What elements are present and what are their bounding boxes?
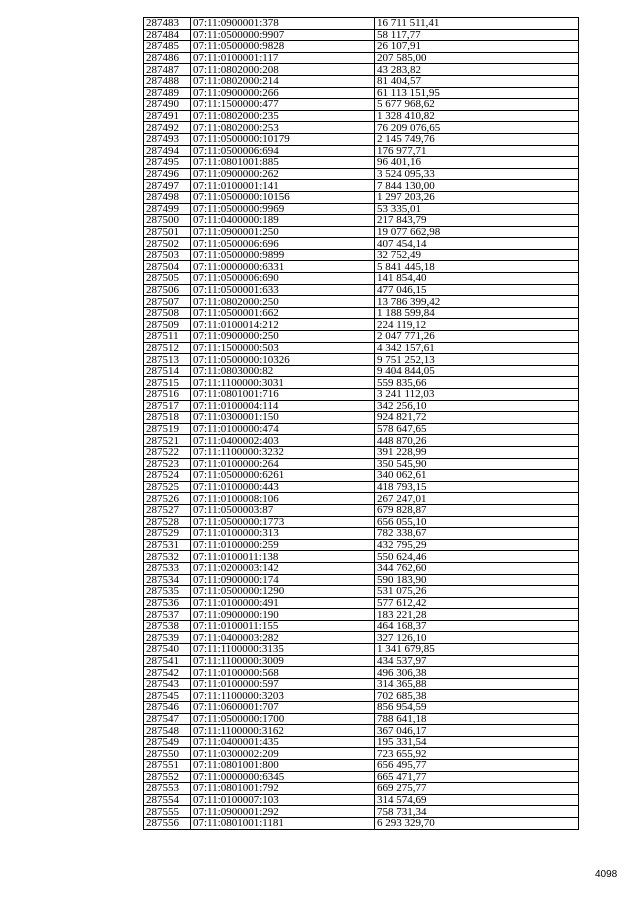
table-row: [144, 516, 579, 528]
row-number-cell: 287506: [144, 284, 191, 296]
cadastral-number-cell: 07:11:0100000:474: [191, 423, 375, 435]
value-cell: 32 752,49: [375, 249, 579, 261]
row-number-cell: 287525: [144, 481, 191, 493]
row-number-cell: 287551: [144, 760, 191, 772]
row-number-cell: 287547: [144, 713, 191, 725]
value-cell: 578 647,65: [375, 423, 579, 435]
table-row: [144, 191, 579, 203]
row-number-cell: 287535: [144, 586, 191, 598]
row-number-cell: 287493: [144, 133, 191, 145]
table-row: [144, 446, 579, 458]
value-cell: 656 055,10: [375, 516, 579, 528]
row-number-cell: 287488: [144, 75, 191, 87]
row-number-cell: 287486: [144, 52, 191, 64]
row-number-cell: 287554: [144, 794, 191, 806]
cadastral-number-cell: 07:11:0900000:266: [191, 87, 375, 99]
value-cell: 96 401,16: [375, 157, 579, 169]
cadastral-number-cell: 07:11:0100011:155: [191, 620, 375, 632]
row-number-cell: 287511: [144, 331, 191, 343]
value-cell: 141 854,40: [375, 273, 579, 285]
row-number-cell: 287518: [144, 412, 191, 424]
cadastral-number-cell: 07:11:0900000:250: [191, 331, 375, 343]
table-row: [144, 760, 579, 772]
cadastral-number-cell: 07:11:0803000:82: [191, 365, 375, 377]
row-number-cell: 287500: [144, 215, 191, 227]
value-cell: 342 256,10: [375, 400, 579, 412]
row-number-cell: 287546: [144, 702, 191, 714]
value-cell: 327 126,10: [375, 632, 579, 644]
value-cell: 1 328 410,82: [375, 110, 579, 122]
row-number-cell: 287540: [144, 644, 191, 656]
row-number-cell: 287519: [144, 423, 191, 435]
cadastral-number-cell: 07:11:0802000:235: [191, 110, 375, 122]
row-number-cell: 287526: [144, 493, 191, 505]
row-number-cell: 287543: [144, 678, 191, 690]
table-row: [144, 284, 579, 296]
cadastral-number-cell: 07:11:0802000:253: [191, 122, 375, 134]
cadastral-number-cell: 07:11:0500001:662: [191, 307, 375, 319]
value-cell: 16 711 511,41: [375, 18, 579, 30]
value-cell: 58 117,77: [375, 29, 579, 41]
table-row: [144, 41, 579, 53]
cadastral-number-cell: 07:11:0100000:568: [191, 667, 375, 679]
table-row: [144, 470, 579, 482]
table-row: [144, 783, 579, 795]
value-cell: 1 341 679,85: [375, 644, 579, 656]
table-row: [144, 655, 579, 667]
table-row: [144, 29, 579, 41]
row-number-cell: 287496: [144, 168, 191, 180]
value-cell: 856 954,59: [375, 702, 579, 714]
table-row: [144, 87, 579, 99]
row-number-cell: 287501: [144, 226, 191, 238]
row-number-cell: 287494: [144, 145, 191, 157]
table-row: [144, 528, 579, 540]
value-cell: 195 331,54: [375, 736, 579, 748]
table-row: [144, 180, 579, 192]
cadastral-number-cell: 07:11:0500006:696: [191, 238, 375, 250]
value-cell: 4 342 157,61: [375, 342, 579, 354]
value-cell: 367 046,17: [375, 725, 579, 737]
row-number-cell: 287497: [144, 180, 191, 192]
row-number-cell: 287528: [144, 516, 191, 528]
table-row: [144, 771, 579, 783]
value-cell: 924 821,72: [375, 412, 579, 424]
table-row: [144, 296, 579, 308]
value-cell: 314 574,69: [375, 794, 579, 806]
value-cell: 217 843,79: [375, 215, 579, 227]
cadastral-number-cell: 07:11:0900001:250: [191, 226, 375, 238]
row-number-cell: 287523: [144, 458, 191, 470]
table-row: [144, 319, 579, 331]
table-row: [144, 794, 579, 806]
value-cell: 2 145 749,76: [375, 133, 579, 145]
row-number-cell: 287548: [144, 725, 191, 737]
value-cell: 669 275,77: [375, 783, 579, 795]
row-number-cell: 287483: [144, 18, 191, 30]
table-row: [144, 99, 579, 111]
cadastral-number-cell: 07:11:0802000:250: [191, 296, 375, 308]
table-row: [144, 678, 579, 690]
table-row: [144, 342, 579, 354]
row-number-cell: 287492: [144, 122, 191, 134]
cadastral-number-cell: 07:11:0100000:313: [191, 528, 375, 540]
row-number-cell: 287505: [144, 273, 191, 285]
value-cell: 577 612,42: [375, 597, 579, 609]
cadastral-number-cell: 07:11:0900000:174: [191, 574, 375, 586]
value-cell: 13 786 399,42: [375, 296, 579, 308]
row-number-cell: 287552: [144, 771, 191, 783]
row-number-cell: 287537: [144, 609, 191, 621]
cadastral-number-cell: 07:11:0900000:190: [191, 609, 375, 621]
value-cell: 53 335,01: [375, 203, 579, 215]
table-row: [144, 713, 579, 725]
value-cell: 407 454,14: [375, 238, 579, 250]
value-cell: 26 107,91: [375, 41, 579, 53]
table-row: [144, 539, 579, 551]
value-cell: 1 297 203,26: [375, 191, 579, 203]
value-cell: 477 046,15: [375, 284, 579, 296]
value-cell: 758 731,34: [375, 806, 579, 818]
table-row: [144, 690, 579, 702]
table-row: [144, 667, 579, 679]
value-cell: 5 841 445,18: [375, 261, 579, 273]
table-row: [144, 725, 579, 737]
row-number-cell: 287517: [144, 400, 191, 412]
cadastral-number-cell: 07:11:0802000:208: [191, 64, 375, 76]
cadastral-number-cell: 07:11:1100000:3232: [191, 446, 375, 458]
value-cell: 43 283,82: [375, 64, 579, 76]
value-cell: 559 835,66: [375, 377, 579, 389]
row-number-cell: 287531: [144, 539, 191, 551]
cadastral-number-cell: 07:11:0100008:106: [191, 493, 375, 505]
row-number-cell: 287522: [144, 446, 191, 458]
cadastral-number-cell: 07:11:0500000:10156: [191, 191, 375, 203]
row-number-cell: 287553: [144, 783, 191, 795]
value-cell: 76 209 076,65: [375, 122, 579, 134]
row-number-cell: 287499: [144, 203, 191, 215]
cadastral-number-cell: 07:11:1500000:477: [191, 99, 375, 111]
value-cell: 314 365,88: [375, 678, 579, 690]
table-row: [144, 586, 579, 598]
cadastral-number-cell: 07:11:0500000:10179: [191, 133, 375, 145]
row-number-cell: 287555: [144, 806, 191, 818]
table-row: [144, 122, 579, 134]
row-number-cell: 287503: [144, 249, 191, 261]
value-cell: 2 047 771,26: [375, 331, 579, 343]
cadastral-number-cell: 07:11:0500000:1773: [191, 516, 375, 528]
cadastral-number-cell: 07:11:0801001:800: [191, 760, 375, 772]
table-row: [144, 458, 579, 470]
row-number-cell: 287539: [144, 632, 191, 644]
value-cell: 3 524 095,33: [375, 168, 579, 180]
value-cell: 176 977,71: [375, 145, 579, 157]
table-row: [144, 273, 579, 285]
table-row: [144, 504, 579, 516]
value-cell: 782 338,67: [375, 528, 579, 540]
value-cell: 224 119,12: [375, 319, 579, 331]
row-number-cell: 287542: [144, 667, 191, 679]
cadastral-number-cell: 07:11:0500000:9899: [191, 249, 375, 261]
table-row: [144, 18, 579, 30]
value-cell: 590 183,90: [375, 574, 579, 586]
value-cell: 267 247,01: [375, 493, 579, 505]
table-row: [144, 331, 579, 343]
table-row: [144, 157, 579, 169]
row-number-cell: 287495: [144, 157, 191, 169]
row-number-cell: 287502: [144, 238, 191, 250]
cadastral-number-cell: 07:11:0500000:9969: [191, 203, 375, 215]
table-row: [144, 644, 579, 656]
table-row: [144, 481, 579, 493]
table-row: [144, 203, 579, 215]
table-row: [144, 748, 579, 760]
value-cell: 448 870,26: [375, 435, 579, 447]
table-row: [144, 435, 579, 447]
row-number-cell: 287550: [144, 748, 191, 760]
row-number-cell: 287556: [144, 817, 191, 829]
table-row: [144, 261, 579, 273]
row-number-cell: 287545: [144, 690, 191, 702]
cadastral-number-cell: 07:11:0000000:6331: [191, 261, 375, 273]
table-row: [144, 400, 579, 412]
cadastral-number-cell: 07:11:0900001:292: [191, 806, 375, 818]
cadastral-number-cell: 07:11:0500000:1290: [191, 586, 375, 598]
cadastral-number-cell: 07:11:0400001:435: [191, 736, 375, 748]
row-number-cell: 287509: [144, 319, 191, 331]
cadastral-number-cell: 07:11:0400000:189: [191, 215, 375, 227]
value-cell: 3 241 112,03: [375, 389, 579, 401]
table-row: [144, 145, 579, 157]
cadastral-number-cell: 07:11:0400003:282: [191, 632, 375, 644]
table-row: [144, 597, 579, 609]
table-row: [144, 389, 579, 401]
cadastral-number-cell: 07:11:0100004:114: [191, 400, 375, 412]
row-number-cell: 287549: [144, 736, 191, 748]
cadastral-number-cell: 07:11:0100011:138: [191, 551, 375, 563]
cadastral-number-cell: 07:11:0100000:259: [191, 539, 375, 551]
table-row: [144, 52, 579, 64]
value-cell: 350 545,90: [375, 458, 579, 470]
table-row: [144, 609, 579, 621]
table-row: [144, 817, 579, 829]
value-cell: 81 404,57: [375, 75, 579, 87]
cadastral-number-cell: 07:11:0500003:87: [191, 504, 375, 516]
cadastral-number-cell: 07:11:0500001:633: [191, 284, 375, 296]
cadastral-number-cell: 07:11:0900000:262: [191, 168, 375, 180]
value-cell: 656 495,77: [375, 760, 579, 772]
page-number: 4098: [595, 869, 618, 880]
cadastral-number-cell: 07:11:0300002:209: [191, 748, 375, 760]
cadastral-number-cell: 07:11:0100007:103: [191, 794, 375, 806]
row-number-cell: 287536: [144, 597, 191, 609]
value-cell: 9 751 252,13: [375, 354, 579, 366]
row-number-cell: 287534: [144, 574, 191, 586]
cadastral-number-cell: 07:11:0801001:1181: [191, 817, 375, 829]
value-cell: 6 293 329,70: [375, 817, 579, 829]
cadastral-number-cell: 07:11:0900001:378: [191, 18, 375, 30]
cadastral-number-cell: 07:11:1100000:3009: [191, 655, 375, 667]
table-row: [144, 365, 579, 377]
table-row: [144, 736, 579, 748]
value-cell: 61 113 151,95: [375, 87, 579, 99]
value-cell: 183 221,28: [375, 609, 579, 621]
table-row: [144, 75, 579, 87]
table-row: [144, 493, 579, 505]
table-row: [144, 423, 579, 435]
table-row: [144, 806, 579, 818]
cadastral-number-cell: 07:11:0801001:792: [191, 783, 375, 795]
cadastral-number-cell: 07:11:0400002:403: [191, 435, 375, 447]
table-row: [144, 562, 579, 574]
cadastral-number-cell: 07:11:0100001:117: [191, 52, 375, 64]
cadastral-number-cell: 07:11:1100000:3135: [191, 644, 375, 656]
table-row: [144, 110, 579, 122]
row-number-cell: 287514: [144, 365, 191, 377]
row-number-cell: 287527: [144, 504, 191, 516]
value-cell: 344 762,60: [375, 562, 579, 574]
table-row: [144, 574, 579, 586]
row-number-cell: 287516: [144, 389, 191, 401]
table-row: [144, 354, 579, 366]
cadastral-number-cell: 07:11:0500000:1700: [191, 713, 375, 725]
row-number-cell: 287521: [144, 435, 191, 447]
value-cell: 391 228,99: [375, 446, 579, 458]
row-number-cell: 287485: [144, 41, 191, 53]
cadastral-number-cell: 07:11:1100000:3031: [191, 377, 375, 389]
value-cell: 464 168,37: [375, 620, 579, 632]
cadastral-value-table: [143, 17, 579, 830]
table-row: [144, 377, 579, 389]
row-number-cell: 287507: [144, 296, 191, 308]
cadastral-number-cell: 07:11:0500000:10326: [191, 354, 375, 366]
cadastral-number-cell: 07:11:0100000:491: [191, 597, 375, 609]
row-number-cell: 287529: [144, 528, 191, 540]
value-cell: 496 306,38: [375, 667, 579, 679]
cadastral-number-cell: 07:11:0200003:142: [191, 562, 375, 574]
value-cell: 7 844 130,00: [375, 180, 579, 192]
table-row: [144, 64, 579, 76]
value-cell: 723 655,92: [375, 748, 579, 760]
table-row: [144, 307, 579, 319]
cadastral-number-cell: 07:11:0500000:6261: [191, 470, 375, 482]
cadastral-number-cell: 07:11:0801001:885: [191, 157, 375, 169]
value-cell: 702 685,38: [375, 690, 579, 702]
cadastral-number-cell: 07:11:0100000:597: [191, 678, 375, 690]
table-row: [144, 412, 579, 424]
cadastral-number-cell: 07:11:0100014:212: [191, 319, 375, 331]
row-number-cell: 287533: [144, 562, 191, 574]
table-body: [144, 18, 579, 830]
row-number-cell: 287489: [144, 87, 191, 99]
row-number-cell: 287538: [144, 620, 191, 632]
row-number-cell: 287508: [144, 307, 191, 319]
row-number-cell: 287515: [144, 377, 191, 389]
value-cell: 550 624,46: [375, 551, 579, 563]
value-cell: 340 062,61: [375, 470, 579, 482]
cadastral-number-cell: 07:11:1100000:3203: [191, 690, 375, 702]
cadastral-number-cell: 07:11:0600001:707: [191, 702, 375, 714]
cadastral-number-cell: 07:11:0500006:690: [191, 273, 375, 285]
row-number-cell: 287498: [144, 191, 191, 203]
cadastral-number-cell: 07:11:0500000:9907: [191, 29, 375, 41]
value-cell: 434 537,97: [375, 655, 579, 667]
table-row: [144, 215, 579, 227]
table-row: [144, 249, 579, 261]
value-cell: 788 641,18: [375, 713, 579, 725]
value-cell: 207 585,00: [375, 52, 579, 64]
table-row: [144, 168, 579, 180]
table-row: [144, 238, 579, 250]
cadastral-number-cell: 07:11:1100000:3162: [191, 725, 375, 737]
cadastral-number-cell: 07:11:0802000:214: [191, 75, 375, 87]
cadastral-number-cell: 07:11:0500000:9828: [191, 41, 375, 53]
row-number-cell: 287532: [144, 551, 191, 563]
value-cell: 9 404 844,05: [375, 365, 579, 377]
row-number-cell: 287541: [144, 655, 191, 667]
value-cell: 531 075,26: [375, 586, 579, 598]
cadastral-number-cell: 07:11:0100000:264: [191, 458, 375, 470]
table-row: [144, 702, 579, 714]
row-number-cell: 287512: [144, 342, 191, 354]
row-number-cell: 287487: [144, 64, 191, 76]
row-number-cell: 287513: [144, 354, 191, 366]
cadastral-number-cell: 07:11:0801001:716: [191, 389, 375, 401]
value-cell: 5 677 968,62: [375, 99, 579, 111]
value-cell: 19 077 662,98: [375, 226, 579, 238]
value-cell: 418 793,15: [375, 481, 579, 493]
value-cell: 665 471,77: [375, 771, 579, 783]
value-cell: 432 795,29: [375, 539, 579, 551]
row-number-cell: 287524: [144, 470, 191, 482]
table-row: [144, 133, 579, 145]
cadastral-number-cell: 07:11:0300001:150: [191, 412, 375, 424]
value-cell: 679 828,87: [375, 504, 579, 516]
value-cell: 1 188 599,84: [375, 307, 579, 319]
table-row: [144, 551, 579, 563]
cadastral-number-cell: 07:11:0100001:141: [191, 180, 375, 192]
table-row: [144, 226, 579, 238]
row-number-cell: 287490: [144, 99, 191, 111]
row-number-cell: 287504: [144, 261, 191, 273]
table-row: [144, 632, 579, 644]
cadastral-number-cell: 07:11:0000000:6345: [191, 771, 375, 783]
row-number-cell: 287484: [144, 29, 191, 41]
cadastral-number-cell: 07:11:0100000:443: [191, 481, 375, 493]
cadastral-number-cell: 07:11:1500000:503: [191, 342, 375, 354]
cadastral-number-cell: 07:11:0500006:694: [191, 145, 375, 157]
table-row: [144, 620, 579, 632]
row-number-cell: 287491: [144, 110, 191, 122]
